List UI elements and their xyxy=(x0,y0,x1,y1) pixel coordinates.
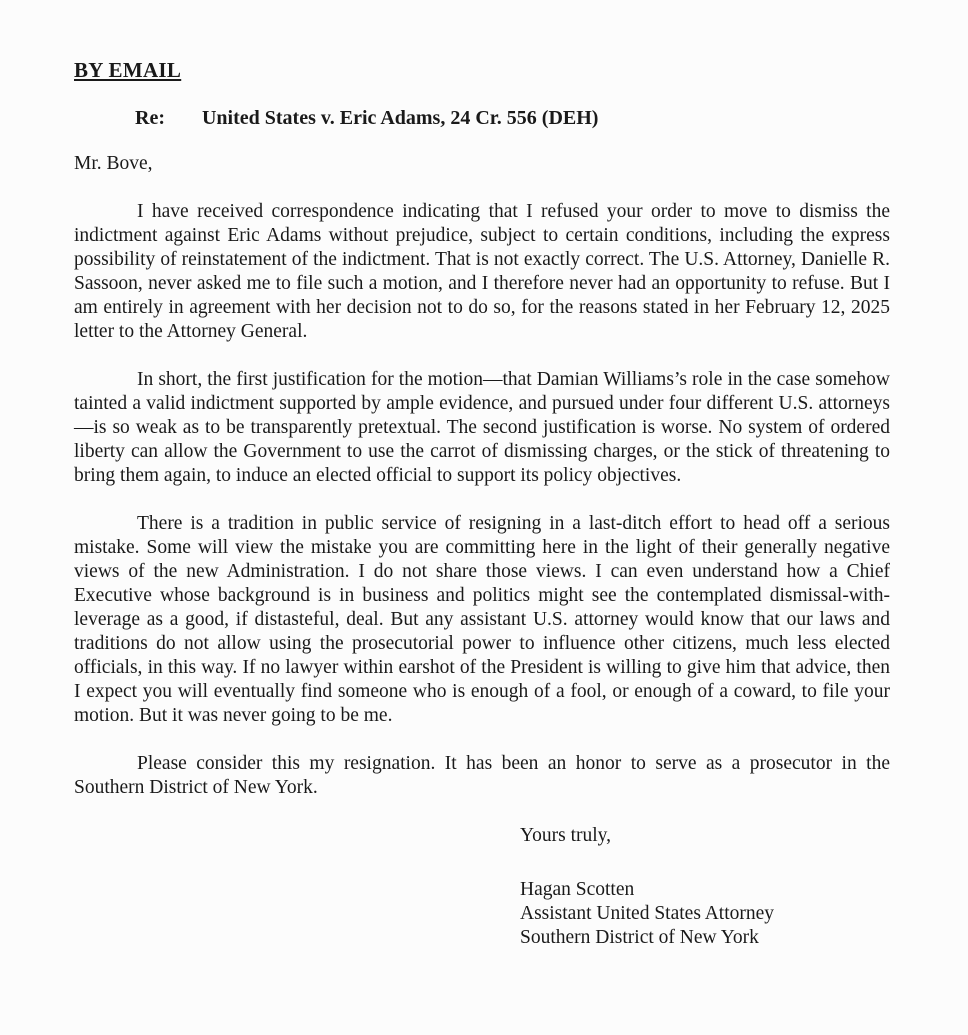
signature-name: Hagan Scotten xyxy=(520,879,635,900)
closing: Yours truly, xyxy=(520,825,612,846)
body-paragraph-1: I have received correspondence indicating that I refused your order to move to dismiss the indictment against Eric Adams without prejudice, subject to certain conditions, including the express possibility of reinstatement of the indictment. That is not exactly correct. The U.S. Attorney, Danielle R. Sassoon, never asked me to file such a motion, and I therefore never had an opportunity to refuse. But I am entirely in agreement with her decision not to do so, for the reasons stated in her February 12, 2025 letter to the Attorney General. xyxy=(74,201,890,342)
re-label: Re: xyxy=(135,107,165,129)
signature-title: Assistant United States Attorney xyxy=(520,903,775,924)
signature-block xyxy=(520,878,890,950)
body-paragraph-2: In short, the first justification for the motion—that Damian Williams’s role in the case somehow tainted a valid indictment supported by ample evidence, and pursued under four different U.S. attorneys—is so weak as to be transparently pretextual. The second justification is worse. No system of ordered liberty can allow the Government to use the carrot of dismissing charges, or the stick of threatening to bring them again, to induce an elected official to support its policy objectives. xyxy=(74,369,890,486)
delivery-method: BY EMAIL xyxy=(74,58,182,82)
body-paragraph-3: There is a tradition in public service of resigning in a last-ditch effort to head off a serious mistake. Some will view the mistake you are committing here in the light of their generally negative views of the new Administration. I do not share those views. I can even understand how a Chief Executive whose background is in business and politics might see the contemplated dismissal-with-leverage as a good, if distasteful, deal. But any assistant U.S. attorney would know that our laws and traditions do not allow using the prosecutorial power to influence other citizens, much less elected officials, in this way. If no lawyer within earshot of the President is willing to give him that advice, then I expect you will eventually find someone who is enough of a fool, or enough of a coward, to file your motion. But it was never going to be me. xyxy=(74,513,890,726)
salutation: Mr. Bove, xyxy=(74,153,153,174)
re-subject: United States v. Eric Adams, 24 Cr. 556 (DEH) xyxy=(201,107,599,129)
re-line xyxy=(135,106,890,130)
body-paragraph-4: Please consider this my resignation. It has been an honor to serve as a prosecutor in the Southern District of New York. xyxy=(74,753,890,798)
signature-office: Southern District of New York xyxy=(520,927,759,948)
